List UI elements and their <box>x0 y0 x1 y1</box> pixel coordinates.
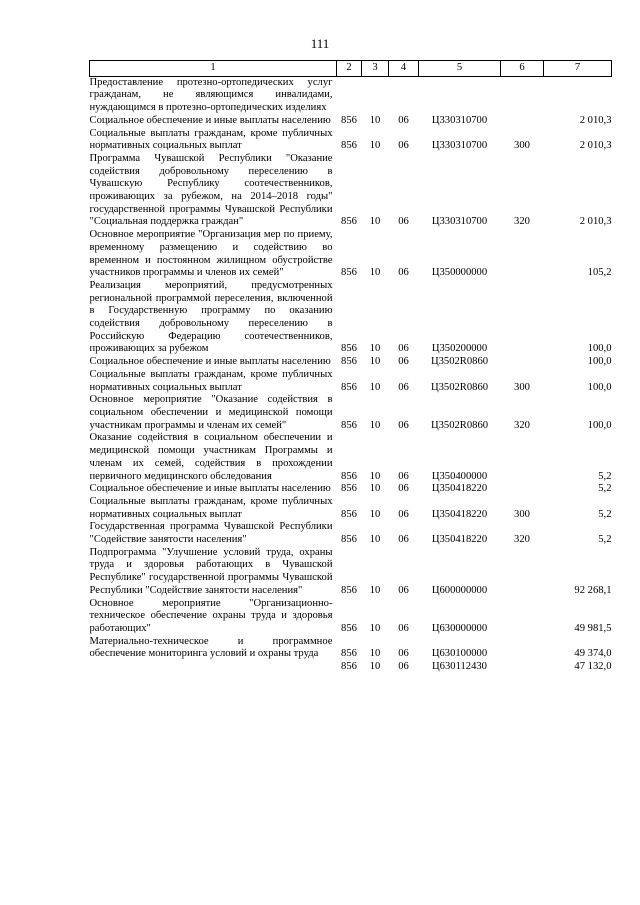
col-7-cell: 100,0 <box>587 419 612 431</box>
col-5-cell: Ц330310700 <box>431 216 488 228</box>
col-5-cell: Ц350200000 <box>431 343 488 355</box>
item-name-cell: Социальное обеспечение и иные выплаты населению <box>89 483 331 495</box>
col-2-cell: 856 <box>341 267 357 279</box>
header-cell: 2 <box>337 61 362 77</box>
col-2-cell: 856 <box>341 661 357 673</box>
col-5-cell: Ц330310700 <box>431 140 488 152</box>
col-5-cell: Ц350418220 <box>431 483 488 495</box>
col-4-cell: 06 <box>398 483 409 495</box>
col-6-cell <box>501 432 544 483</box>
col-6-cell: 300 <box>514 140 530 152</box>
header-cell: 5 <box>419 61 501 77</box>
col-7-cell: 100,0 <box>587 343 612 355</box>
col-2-cell: 856 <box>341 622 357 634</box>
table-row <box>90 598 612 636</box>
col-3-cell: 10 <box>369 216 381 228</box>
item-name-cell: Оказание содействия в социальном обеспечении и медицинской помощи участникам Программы и членам их семей, содействия в прохождении первичного медицинского обследования <box>89 432 333 482</box>
col-3-cell: 10 <box>369 114 381 126</box>
table-row <box>90 432 612 483</box>
col-4-cell: 06 <box>398 356 409 368</box>
col-5-cell: Ц3502R0860 <box>430 381 489 393</box>
col-4-cell: 06 <box>398 343 409 355</box>
col-6-cell <box>501 661 544 674</box>
col-4-cell: 06 <box>398 584 409 596</box>
col-3-cell: 10 <box>369 622 381 634</box>
header-row <box>90 61 612 77</box>
col-7-cell: 5,2 <box>598 483 612 495</box>
col-3-cell: 10 <box>369 648 381 660</box>
item-name-cell: Программа Чувашской Республики "Оказание содействия добровольному переселению в Чувашскую Республику соотечественников, проживающих за рубежом, на 2014–2018 годы" государственной программы Чувашской Республики "Социальная поддержка граждан" <box>89 152 333 228</box>
header-cell: 6 <box>501 61 544 77</box>
col-3-cell: 10 <box>369 483 381 495</box>
col-5-cell: Ц350000000 <box>431 267 488 279</box>
col-7-cell: 2 010,3 <box>579 140 612 152</box>
col-2-cell: 856 <box>341 470 357 482</box>
table-row <box>90 153 612 229</box>
budget-table-container <box>89 60 611 674</box>
header-cell: 3 <box>362 61 389 77</box>
col-3-cell: 10 <box>369 661 381 673</box>
item-name-cell: Предоставление протезно-ортопедических услуг гражданам, не являющимся инвалидами, нуждающимся в протезно-ортопедических изделиях <box>89 76 333 114</box>
item-name-cell: Социальные выплаты гражданам, кроме публичных нормативных социальных выплат <box>89 368 333 393</box>
col-3-cell: 10 <box>369 419 381 431</box>
col-4-cell: 06 <box>398 381 409 393</box>
col-5-cell: Ц630112430 <box>432 661 487 673</box>
col-6-cell: 300 <box>514 381 530 393</box>
col-7-cell: 5,2 <box>598 470 612 482</box>
col-4-cell: 06 <box>398 534 409 546</box>
col-6-cell <box>501 280 544 356</box>
col-6-cell: 300 <box>514 508 530 520</box>
col-2-cell: 856 <box>341 584 357 596</box>
header-cell: 4 <box>389 61 419 77</box>
col-4-cell: 06 <box>398 470 409 482</box>
table-row <box>90 661 612 674</box>
table-row <box>90 496 612 521</box>
table-row <box>90 280 612 356</box>
item-name-cell: Социальные выплаты гражданам, кроме публичных нормативных социальных выплат <box>89 495 333 520</box>
table-row <box>90 394 612 432</box>
col-6-cell <box>501 483 544 496</box>
page-number: 111 <box>310 36 330 51</box>
item-name-cell: Социальные выплаты гражданам, кроме публичных нормативных социальных выплат <box>89 127 333 152</box>
col-2-cell: 856 <box>341 114 357 126</box>
col-7-cell: 5,2 <box>598 508 612 520</box>
col-4-cell: 06 <box>398 267 409 279</box>
col-4-cell: 06 <box>398 622 409 634</box>
col-7-cell: 47 132,0 <box>574 661 612 673</box>
col-2-cell: 856 <box>341 534 357 546</box>
col-7-cell: 49 374,0 <box>574 648 612 660</box>
item-name-cell: Основное мероприятие "Организация мер по приему, временному размещению и содействию во временном и постоянном жилищном обустройстве участников программы и членов их семей" <box>89 229 333 279</box>
col-7-cell: 100,0 <box>587 356 612 368</box>
col-6-cell <box>501 598 544 636</box>
col-4-cell: 06 <box>398 140 409 152</box>
col-3-cell: 10 <box>369 343 381 355</box>
col-2-cell: 856 <box>341 216 357 228</box>
item-name-cell <box>90 661 337 674</box>
table-row <box>90 547 612 598</box>
table-row <box>90 483 612 496</box>
col-2-cell: 856 <box>341 648 357 660</box>
col-6-cell <box>501 115 544 128</box>
col-7-cell: 2 010,3 <box>579 216 612 228</box>
item-name-cell: Социальное обеспечение и иные выплаты населению <box>89 114 331 126</box>
col-5-cell: Ц630000000 <box>431 622 488 634</box>
col-3-cell <box>362 76 389 115</box>
col-4-cell: 06 <box>398 419 409 431</box>
table-row <box>90 356 612 369</box>
col-3-cell: 10 <box>369 267 381 279</box>
col-5-cell: Ц350418220 <box>431 534 488 546</box>
col-6-cell <box>501 547 544 598</box>
table-row <box>90 229 612 280</box>
col-5-cell <box>419 76 501 115</box>
col-6-cell <box>501 76 544 115</box>
item-name-cell: Реализация мероприятий, предусмотренных региональной программой переселения, включенной в Государственную программу по оказанию содействия добровольному переселению в Российскую Федерацию соотечественников, проживающих за рубежом <box>89 279 333 355</box>
item-name-cell: Основное мероприятие "Оказание содействия в социальном обеспечении и медицинской помощи участникам программы и членам их семей" <box>89 394 333 431</box>
col-4-cell <box>389 76 419 115</box>
table-row <box>90 76 612 115</box>
item-name-cell: Государственная программа Чувашской Республики "Содействие занятости населения" <box>89 521 333 546</box>
header-cell: 1 <box>90 61 337 77</box>
col-6-cell: 320 <box>514 534 530 546</box>
col-6-cell <box>501 636 544 661</box>
col-5-cell: Ц350400000 <box>431 470 488 482</box>
col-6-cell: 320 <box>514 419 530 431</box>
table-row <box>90 115 612 128</box>
col-6-cell: 320 <box>514 216 530 228</box>
item-name-cell: Подпрограмма "Улучшение условий труда, охраны труда и здоровья работающих в Чувашской Республике" государственной программы Чувашской Республики "Содействие занятости населения" <box>89 546 333 596</box>
col-7-cell: 2 010,3 <box>579 114 612 126</box>
col-5-cell: Ц3502R0860 <box>430 419 489 431</box>
col-3-cell: 10 <box>369 584 381 596</box>
col-7-cell: 105,2 <box>587 267 612 279</box>
col-7-cell: 5,2 <box>598 534 612 546</box>
item-name-cell: Социальное обеспечение и иные выплаты населению <box>89 356 331 368</box>
col-5-cell: Ц630100000 <box>431 648 488 660</box>
table-row <box>90 369 612 394</box>
col-2-cell: 856 <box>341 343 357 355</box>
col-2-cell: 856 <box>341 356 357 368</box>
col-5-cell: Ц330310700 <box>431 114 488 126</box>
col-5-cell: Ц3502R0860 <box>430 356 489 368</box>
col-2-cell: 856 <box>341 140 357 152</box>
col-3-cell: 10 <box>369 508 381 520</box>
header-cell: 7 <box>544 61 612 77</box>
col-5-cell: Ц600000000 <box>431 584 488 596</box>
col-3-cell: 10 <box>369 534 381 546</box>
item-name-cell: Основное мероприятие "Организационно-техническое обеспечение охраны труда и здоровья работающих" <box>89 597 333 634</box>
col-7-cell: 92 268,1 <box>574 584 612 596</box>
table-row <box>90 521 612 546</box>
col-3-cell: 10 <box>369 356 381 368</box>
item-name-cell: Материально-техническое и программное обеспечение мониторинга условий и охраны труда <box>89 635 333 660</box>
col-2-cell: 856 <box>341 381 357 393</box>
col-2-cell: 856 <box>341 508 357 520</box>
col-4-cell: 06 <box>398 648 409 660</box>
col-7-cell: 49 981,5 <box>574 622 612 634</box>
col-4-cell: 06 <box>398 216 409 228</box>
col-7-cell <box>544 76 612 115</box>
col-5-cell: Ц350418220 <box>431 508 488 520</box>
table-row <box>90 128 612 153</box>
col-6-cell <box>501 229 544 280</box>
budget-table <box>89 60 612 674</box>
col-4-cell: 06 <box>398 114 409 126</box>
col-3-cell: 10 <box>369 381 381 393</box>
col-7-cell: 100,0 <box>587 381 612 393</box>
col-3-cell: 10 <box>369 140 381 152</box>
col-2-cell: 856 <box>341 419 357 431</box>
col-3-cell: 10 <box>369 470 381 482</box>
col-6-cell <box>501 356 544 369</box>
col-2-cell: 856 <box>341 483 357 495</box>
table-row <box>90 636 612 661</box>
col-4-cell: 06 <box>398 508 409 520</box>
col-4-cell: 06 <box>398 661 409 673</box>
col-2-cell <box>337 76 362 115</box>
